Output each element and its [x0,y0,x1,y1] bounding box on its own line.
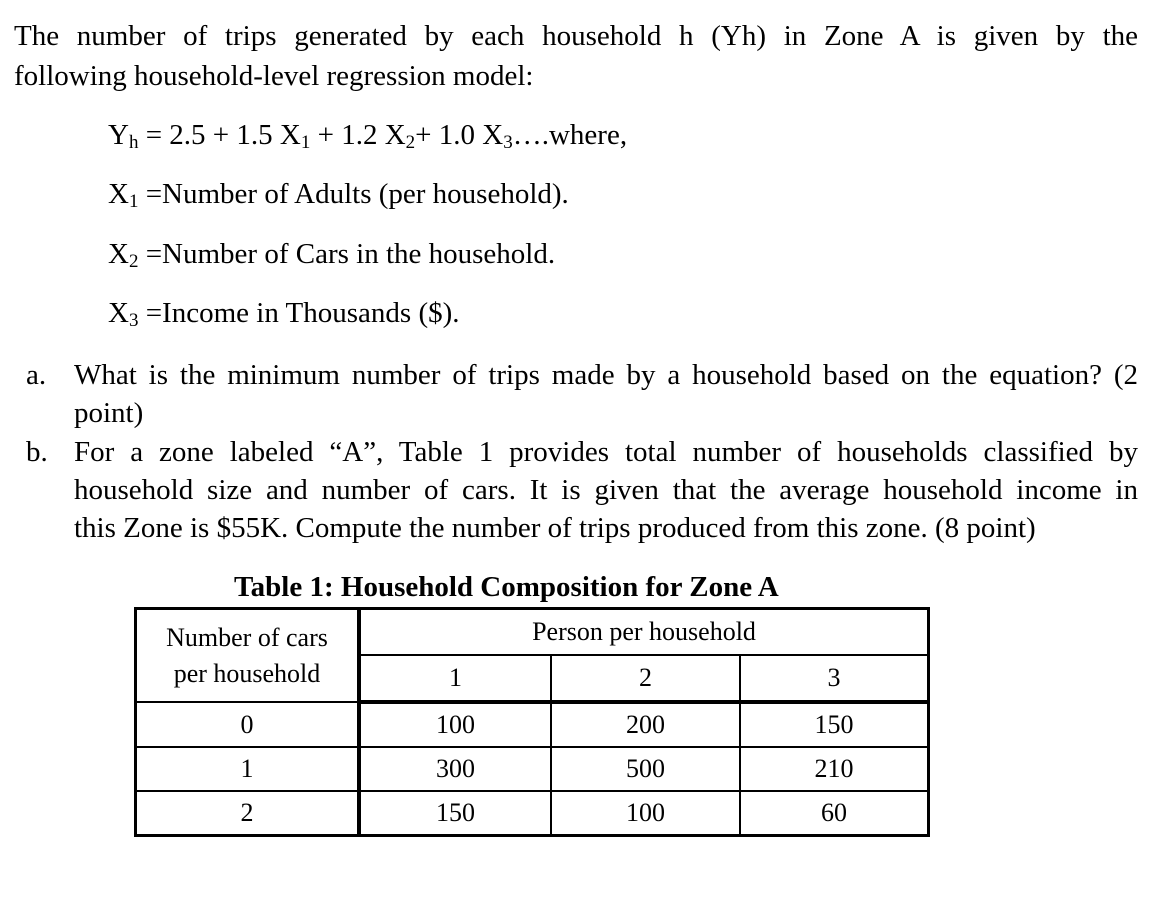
eq-sub-3: 3 [503,132,513,153]
def-var: X [108,297,129,329]
household-composition-table [134,607,930,837]
group-header-cell: Person per household [359,609,929,656]
table-row [136,702,929,747]
table-cell: 150 [740,702,929,747]
cars-cell: 0 [136,702,360,747]
regression-equation [108,117,627,153]
eq-part-3: + 1.0 X [415,119,504,151]
question-b-line-1: For a zone labeled “A”, Table 1 provides total number of households classified by [74,436,1138,468]
eq-sub-h: h [128,132,139,153]
definition-x2 [108,236,555,272]
table-cell: 150 [359,791,551,836]
eq-part-1: = 2.5 + 1.5 X [138,119,301,151]
def-text: =Number of Adults (per household). [138,178,569,210]
eq-part-4: ….where, [512,119,628,151]
intro-paragraph [14,16,1138,96]
definition-x1 [108,176,569,212]
intro-line-2: following household-level regression model: [14,60,534,92]
eq-part-2: + 1.2 X [310,119,406,151]
row-header-cell [136,609,360,703]
cars-cell: 1 [136,747,360,791]
def-var: X [108,238,129,270]
table-row [136,791,929,836]
table-title: Table 1: Household Composition for Zone A [234,571,779,603]
question-a-text [74,356,1138,432]
question-b-marker: b. [26,436,48,468]
row-header-line-2: per household [173,658,321,688]
column-header: 2 [551,655,740,702]
table-cell: 210 [740,747,929,791]
def-sub: 1 [128,191,139,212]
question-b-line-2: household size and number of cars. It is given that the average household income in [74,474,1138,506]
column-header: 3 [740,655,929,702]
question-b-text [74,433,1138,547]
table-cell: 60 [740,791,929,836]
def-text: =Income in Thousands ($). [138,297,460,329]
question-a-line-2: point) [74,397,144,429]
table-header-row [136,609,929,656]
row-header-line-1: Number of cars [166,622,328,652]
eq-sub-2: 2 [405,132,416,153]
table-cell: 200 [551,702,740,747]
table-cell: 300 [359,747,551,791]
column-header: 1 [359,655,551,702]
def-text: =Number of Cars in the household. [138,238,556,270]
question-a-line-1: What is the minimum number of trips made by a household based on the equation? (2 [74,359,1138,391]
question-a-marker: a. [26,359,47,391]
table-cell: 100 [551,791,740,836]
cars-cell: 2 [136,791,360,836]
eq-y: Y [108,119,129,151]
def-var: X [108,178,129,210]
table-cell: 100 [359,702,551,747]
table-cell: 500 [551,747,740,791]
intro-line-1: The number of trips generated by each household h (Yh) in Zone A is given by the [14,20,1138,52]
definition-x3 [108,295,460,331]
def-sub: 3 [128,310,139,331]
def-sub: 2 [128,251,139,272]
question-b-line-3: this Zone is $55K. Compute the number of trips produced from this zone. (8 point) [74,512,1036,544]
table-row [136,747,929,791]
eq-sub-1: 1 [300,132,311,153]
